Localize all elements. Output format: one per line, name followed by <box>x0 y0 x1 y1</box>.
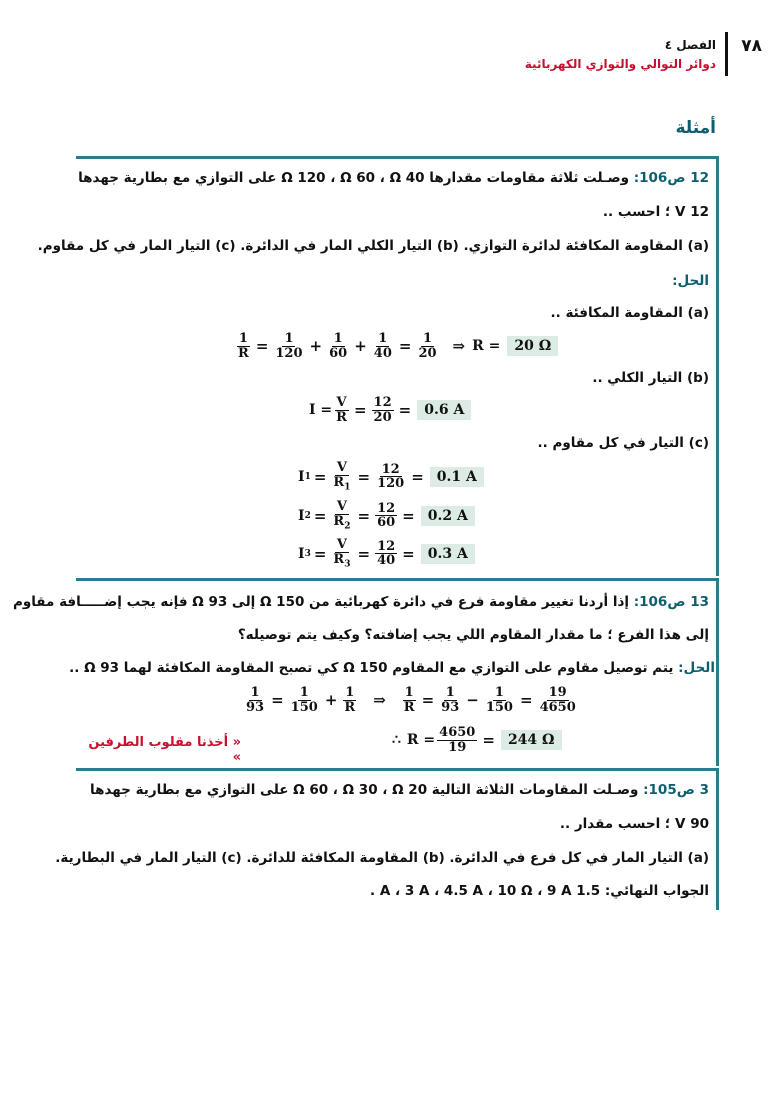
example-13-question-line-1 <box>12 594 709 610</box>
example-13-solution-line <box>69 660 715 676</box>
example-12-question-text: وصـلت ثلاثة مقاومات مقدارها Ω 120 ، Ω 60 ، Ω 40 على التوازي مع بطارية جهدها <box>78 170 630 186</box>
block-right-border <box>716 578 719 766</box>
example-3-block <box>55 768 719 910</box>
total-current-equation: I = $\frac{V}{R}$ = $\frac{12}{20}$ = 0.6 A <box>309 396 471 424</box>
example-13-question-line-2: إلى هذا الفرع ؛ ما مقدار المقاوم اللي يجب إضافته؟ وكيف يتم توصيله؟ <box>237 627 709 643</box>
added-resistor-result: 244 Ω <box>501 730 562 750</box>
block-top-border <box>76 578 719 581</box>
example-12-part-b-label: (b) التيار الكلي .. <box>592 370 709 386</box>
example-3-parts: (a) التيار المار في كل فرع في الدائرة. (b) المقاومة المكافئة للدائرة. (c) التيار المار في البطارية. <box>55 850 709 866</box>
block-right-border <box>716 768 719 910</box>
example-3-question-line-2: 90 V ؛ احسب مقدار .. <box>559 816 709 832</box>
branch-current-1-equation: I 1 = $\frac{V}{R_1}$ = $\frac{12}{120}$ = 0.1 A <box>298 461 484 493</box>
example-12-part-a-label: (a) المقاومة المكافئة .. <box>550 305 709 321</box>
example-3-answer-label: الجواب النهائي: <box>604 883 709 899</box>
equivalent-resistance-result: 20 Ω <box>507 336 558 356</box>
block-top-border <box>76 768 719 771</box>
added-resistor-equation: ∴ R = $\frac{4650}{19}$ = 244 Ω <box>392 726 562 754</box>
example-12-parts: (a) المقاومة المكافئة لدائرة التوازي. (b) التيار الكلي المار في الدائرة. (c) التيار المار في كل مقاوم. <box>37 238 709 254</box>
block-top-border <box>76 156 719 159</box>
equivalent-resistance-equation: $\frac{1}{R}$ = $\frac{1}{120}$ + $\frac{1}{60}$ + $\frac{1}{40}$ = $\frac{1}{20}$ ⇒ R = 20 Ω <box>234 332 558 360</box>
example-3-question-text: وصـلت المقاومات الثلاثة التالية Ω 60 ، Ω 30 ، Ω 20 على التوازي مع بطارية جهدها <box>90 782 639 798</box>
block-right-border <box>716 156 719 576</box>
branch-current-1-result: 0.1 A <box>430 467 484 487</box>
total-current-result: 0.6 A <box>417 400 471 420</box>
reciprocal-note: « أخذنا مقلوب الطرفين » <box>88 735 241 765</box>
subject-title: دوائر التوالي والتوازي الكهربائية <box>524 57 716 71</box>
page-number: ٧٨ <box>741 36 762 56</box>
example-13-question-text: إذا أردنا تغيير مقاومة فرع في دائرة كهربائية من Ω 150 إلى Ω 93 فإنه يجب إضـــــافة مقاوم <box>12 594 630 610</box>
example-12-ref: 12 ص106: <box>633 170 709 186</box>
example-13-block <box>12 578 719 766</box>
example-12-solution-label: الحل: <box>672 273 709 289</box>
branch-current-2-equation: I 2 = $\frac{V}{R_2}$ = $\frac{12}{60}$ = 0.2 A <box>298 500 475 532</box>
example-12-question-line-2: 12 V ؛ احسب .. <box>602 204 709 220</box>
example-12-question-line-1 <box>78 170 709 186</box>
example-3-question-line-1 <box>82 782 709 798</box>
examples-heading: أمثلة <box>675 118 716 138</box>
example-3-answer: 1.5 A ، 3 A ، 4.5 A ، 10 Ω ، 9 A . <box>370 883 601 899</box>
example-12-part-c-label: (c) التيار في كل مقاوم .. <box>537 435 709 451</box>
example-3-ref: 3 ص105: <box>643 782 709 798</box>
branch-current-3-equation: I 3 = $\frac{V}{R_3}$ = $\frac{12}{40}$ = 0.3 A <box>298 538 475 570</box>
example-13-ref: 13 ص106: <box>633 594 709 610</box>
example-3-answer-line <box>82 883 709 899</box>
chapter-label: الفصل ٤ <box>664 38 716 52</box>
branch-current-3-result: 0.3 A <box>421 544 475 564</box>
header-divider <box>725 32 728 76</box>
example-13-solution-text: يتم توصيل مقاوم على التوازي مع المقاوم Ω 150 كي تصبح المقاومة المكافئة لهما Ω 93 .. <box>69 660 674 676</box>
example-12-block <box>37 156 719 576</box>
example-13-solution-label: الحل: <box>678 660 715 676</box>
branch-current-2-result: 0.2 A <box>421 506 475 526</box>
parallel-resistor-equation: $\frac{1}{93}$ = $\frac{1}{150}$ + $\frac{1}{R}$ ⇒ $\frac{1}{R}$ = $\frac{1}{93}$ − $\frac{1}{150}$ = $\frac{19}{4650}$ <box>246 685 576 715</box>
